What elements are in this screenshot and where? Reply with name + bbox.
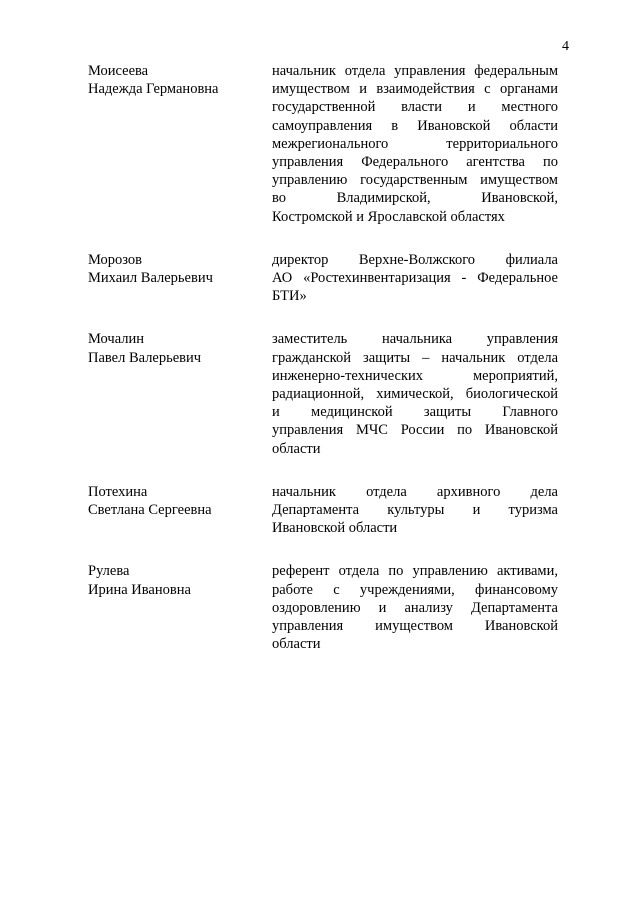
member-name (88, 62, 272, 226)
member-list (88, 62, 560, 678)
position-line: референт отдела по управлению активами, (272, 563, 558, 580)
member-surname: Рулева (88, 563, 130, 580)
position-line: Департамента культуры и туризма (272, 502, 558, 519)
member-surname: Потехина (88, 483, 148, 500)
position-line: радиационной, химической, биологической (272, 386, 558, 403)
member-position (272, 562, 558, 653)
member-entry (88, 483, 560, 538)
position-line: директор Верхне-Волжского филиала (272, 251, 558, 268)
position-line: и медицинской защиты Главного (272, 404, 558, 421)
position-line: области (272, 440, 321, 457)
member-surname: Мочалин (88, 331, 145, 348)
position-line: Ивановской области (272, 520, 398, 537)
member-name (88, 483, 272, 538)
position-line: управлению государственным имуществом (272, 172, 558, 189)
position-line: имуществом и взаимодействия с органами (272, 81, 558, 98)
member-given-names: Светлана Сергеевна (88, 502, 212, 519)
position-line: работе с учреждениями, финансовому (272, 581, 558, 598)
member-entry (88, 330, 560, 457)
position-line: управления МЧС России по Ивановской (272, 422, 558, 439)
member-position (272, 330, 558, 457)
position-line: заместитель начальника управления (272, 331, 558, 348)
member-entry (88, 562, 560, 653)
member-given-names: Павел Валерьевич (88, 349, 202, 366)
position-line: самоуправления в Ивановской области (272, 117, 558, 134)
member-given-names: Ирина Ивановна (88, 581, 191, 598)
position-line: инженерно-технических мероприятий, (272, 367, 558, 384)
position-line: государственной власти и местного (272, 99, 558, 116)
position-line: Костромской и Ярославской областях (272, 208, 505, 225)
member-position (272, 251, 558, 306)
position-line: гражданской защиты – начальник отдела (272, 349, 558, 366)
member-surname: Моисеева (88, 63, 149, 79)
position-line: оздоровлению и анализу Департамента (272, 599, 558, 616)
position-line: АО «Ростехинвентаризация - Федеральное (272, 270, 558, 287)
member-surname: Морозов (88, 251, 143, 268)
member-position (272, 483, 558, 538)
member-position (272, 62, 558, 226)
member-given-names: Михаил Валерьевич (88, 270, 213, 287)
position-line: области (272, 636, 321, 653)
member-entry (88, 62, 560, 226)
member-name (88, 251, 272, 306)
member-given-names: Надежда Германовна (88, 81, 219, 98)
position-line: начальник отдела архивного дела (272, 483, 558, 500)
position-line: БТИ» (272, 288, 307, 305)
member-entry (88, 251, 560, 306)
page-number: 4 (562, 39, 569, 54)
member-name (88, 330, 272, 457)
position-line: межрегионального территориального (272, 135, 558, 152)
position-line: управления Федерального агентства по (272, 154, 558, 171)
member-name (88, 562, 272, 653)
position-line: начальник отдела управления федеральным (272, 63, 558, 79)
position-line: управления имуществом Ивановской (272, 618, 558, 635)
position-line: во Владимирской, Ивановской, (272, 190, 558, 207)
